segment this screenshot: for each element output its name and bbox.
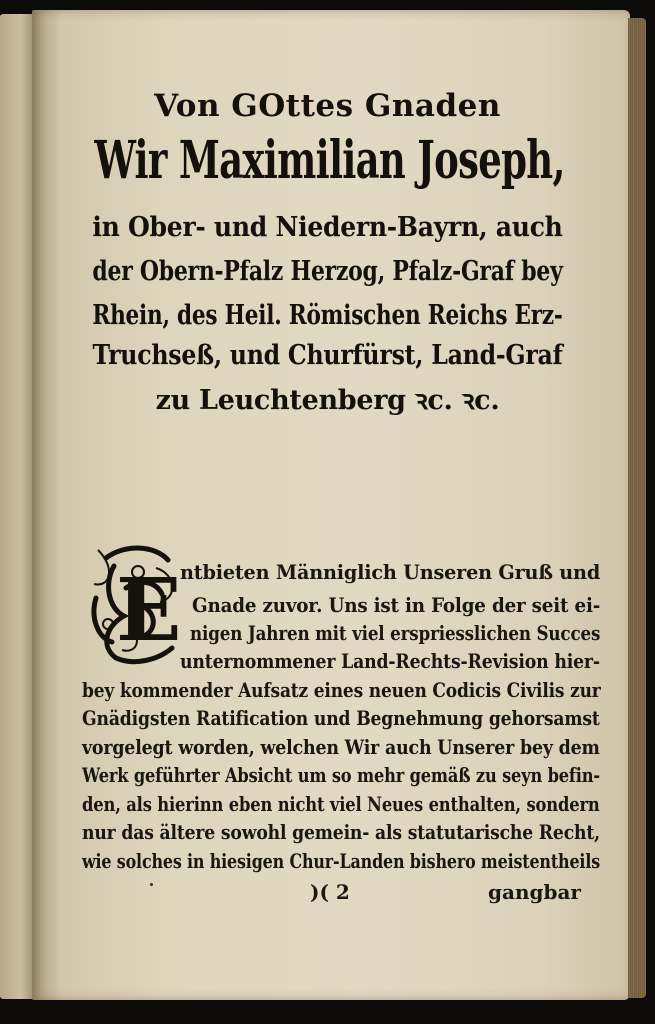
body-line: unternommener Land-Rechts-Revision hier- [180, 649, 600, 673]
heading-line: zu Leuchtenberg ꝛc. ꝛc. [155, 385, 500, 416]
page-title: Wir Maximilian Joseph, [94, 130, 565, 191]
paper-spot [150, 883, 153, 886]
ornamental-dropcap [86, 538, 182, 668]
body-line: den, als hierinn eben nicht viel Neues enthalten, sondern [82, 792, 600, 816]
signature-mark: )( 2 [310, 880, 350, 904]
page-stack-edge [628, 18, 646, 998]
pre-title: Von GOttes Gnaden [154, 88, 501, 124]
catchword: gangbar [488, 880, 581, 904]
body-line: ntbieten Männiglich Unseren Gruß und [180, 560, 601, 584]
heading-line: der Obern-Pfalz Herzog, Pfalz-Graf bey [92, 256, 563, 287]
heading-line: in Ober- und Niedern-Bayrn, auch [92, 212, 563, 243]
heading-line: Rhein, des Heil. Römischen Reichs Erz- [92, 300, 563, 331]
body-line: Gnade zuvor. Uns ist in Folge der seit ei- [192, 593, 601, 617]
body-line: nigen Jahren mit viel erspriesslichen Succes [190, 621, 601, 645]
body-line: wie solches in hiesigen Chur-Landen bishero meistentheils [82, 849, 601, 873]
body-line: vorgelegt worden, welchen Wir auch Unserer bey dem [82, 735, 600, 759]
body-line: bey kommender Aufsatz eines neuen Codicis Civilis zur [82, 678, 601, 702]
dropcap-letter: E [116, 560, 182, 661]
body-line: Gnädigsten Ratification und Begnehmung gehorsamst [82, 706, 600, 730]
body-line: Werk geführter Absicht um so mehr gemäß zu seyn befin- [82, 763, 600, 787]
heading-line: Truchseß, und Churfürst, Land-Graf [92, 340, 563, 371]
body-line: nur das ältere sowohl gemein- als statutarische Recht, [82, 820, 600, 844]
